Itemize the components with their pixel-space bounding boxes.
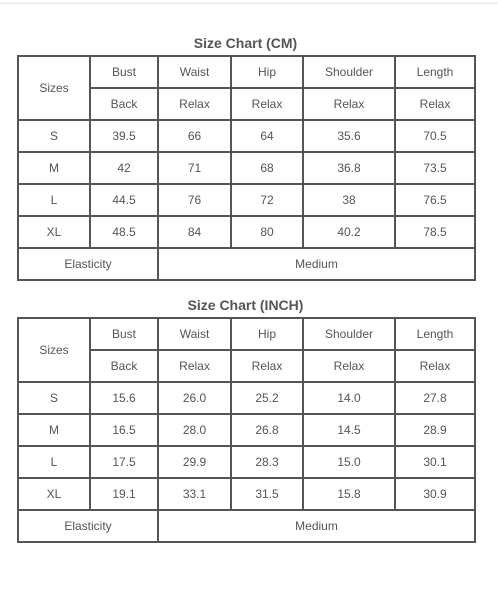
bust-cell: 15.6 bbox=[90, 382, 158, 414]
bust-cell: 17.5 bbox=[90, 446, 158, 478]
shoulder-cell: 36.8 bbox=[303, 152, 395, 184]
waist-cell: 26.0 bbox=[158, 382, 231, 414]
waist-cell: 33.1 bbox=[158, 478, 231, 510]
sizes-header-cell: Sizes bbox=[18, 56, 90, 120]
header-cell-bust: Bust bbox=[90, 56, 158, 88]
table-row bbox=[18, 152, 475, 184]
hip-cell: 68 bbox=[231, 152, 303, 184]
subheader-cell-length: Relax bbox=[395, 88, 475, 120]
subheader-cell-bust: Back bbox=[90, 350, 158, 382]
length-cell: 30.9 bbox=[395, 478, 475, 510]
size-chart-cm-table bbox=[17, 55, 476, 281]
subheader-cell-length: Relax bbox=[395, 350, 475, 382]
sizes-header-cell: Sizes bbox=[18, 318, 90, 382]
size-cell: L bbox=[18, 184, 90, 216]
bust-cell: 48.5 bbox=[90, 216, 158, 248]
length-cell: 28.9 bbox=[395, 414, 475, 446]
header-cell-hip: Hip bbox=[231, 318, 303, 350]
elasticity-value: Medium bbox=[158, 510, 475, 542]
table-row bbox=[18, 414, 475, 446]
table-row bbox=[18, 120, 475, 152]
subheader-cell-shoulder: Relax bbox=[303, 88, 395, 120]
header-cell-waist: Waist bbox=[158, 318, 231, 350]
table-row bbox=[18, 478, 475, 510]
top-divider bbox=[0, 3, 498, 4]
waist-cell: 28.0 bbox=[158, 414, 231, 446]
elasticity-row bbox=[18, 248, 475, 280]
size-cell: XL bbox=[18, 216, 90, 248]
length-cell: 73.5 bbox=[395, 152, 475, 184]
size-chart-cm-title: Size Chart (CM) bbox=[193, 35, 298, 51]
shoulder-cell: 38 bbox=[303, 184, 395, 216]
bust-cell: 19.1 bbox=[90, 478, 158, 510]
bust-cell: 44.5 bbox=[90, 184, 158, 216]
bust-cell: 42 bbox=[90, 152, 158, 184]
header-cell-hip: Hip bbox=[231, 56, 303, 88]
size-cell: S bbox=[18, 382, 90, 414]
header-cell-length: Length bbox=[395, 56, 475, 88]
elasticity-value: Medium bbox=[158, 248, 475, 280]
bust-cell: 16.5 bbox=[90, 414, 158, 446]
hip-cell: 26.8 bbox=[231, 414, 303, 446]
waist-cell: 76 bbox=[158, 184, 231, 216]
waist-cell: 84 bbox=[158, 216, 231, 248]
size-cell: L bbox=[18, 446, 90, 478]
subheader-cell-hip: Relax bbox=[231, 88, 303, 120]
length-cell: 70.5 bbox=[395, 120, 475, 152]
shoulder-cell: 14.5 bbox=[303, 414, 395, 446]
header-row-1 bbox=[18, 318, 475, 350]
length-cell: 27.8 bbox=[395, 382, 475, 414]
table-row bbox=[18, 382, 475, 414]
size-cell: M bbox=[18, 414, 90, 446]
waist-cell: 29.9 bbox=[158, 446, 231, 478]
size-chart-inch-table bbox=[17, 317, 476, 543]
subheader-cell-waist: Relax bbox=[158, 88, 231, 120]
header-cell-length: Length bbox=[395, 318, 475, 350]
shoulder-cell: 14.0 bbox=[303, 382, 395, 414]
subheader-cell-shoulder: Relax bbox=[303, 350, 395, 382]
shoulder-cell: 15.8 bbox=[303, 478, 395, 510]
elasticity-row bbox=[18, 510, 475, 542]
elasticity-label: Elasticity bbox=[18, 248, 158, 280]
hip-cell: 64 bbox=[231, 120, 303, 152]
waist-cell: 71 bbox=[158, 152, 231, 184]
subheader-cell-hip: Relax bbox=[231, 350, 303, 382]
size-cell: XL bbox=[18, 478, 90, 510]
header-cell-shoulder: Shoulder bbox=[303, 318, 395, 350]
hip-cell: 25.2 bbox=[231, 382, 303, 414]
header-cell-waist: Waist bbox=[158, 56, 231, 88]
shoulder-cell: 40.2 bbox=[303, 216, 395, 248]
hip-cell: 28.3 bbox=[231, 446, 303, 478]
hip-cell: 72 bbox=[231, 184, 303, 216]
length-cell: 30.1 bbox=[395, 446, 475, 478]
size-chart-inch-title: Size Chart (INCH) bbox=[187, 297, 304, 313]
table-row bbox=[18, 184, 475, 216]
table-row bbox=[18, 216, 475, 248]
bust-cell: 39.5 bbox=[90, 120, 158, 152]
header-row-1 bbox=[18, 56, 475, 88]
hip-cell: 31.5 bbox=[231, 478, 303, 510]
length-cell: 78.5 bbox=[395, 216, 475, 248]
size-cell: M bbox=[18, 152, 90, 184]
size-cell: S bbox=[18, 120, 90, 152]
elasticity-label: Elasticity bbox=[18, 510, 158, 542]
shoulder-cell: 15.0 bbox=[303, 446, 395, 478]
waist-cell: 66 bbox=[158, 120, 231, 152]
table-row bbox=[18, 446, 475, 478]
subheader-cell-waist: Relax bbox=[158, 350, 231, 382]
shoulder-cell: 35.6 bbox=[303, 120, 395, 152]
subheader-cell-bust: Back bbox=[90, 88, 158, 120]
header-cell-shoulder: Shoulder bbox=[303, 56, 395, 88]
length-cell: 76.5 bbox=[395, 184, 475, 216]
hip-cell: 80 bbox=[231, 216, 303, 248]
header-cell-bust: Bust bbox=[90, 318, 158, 350]
